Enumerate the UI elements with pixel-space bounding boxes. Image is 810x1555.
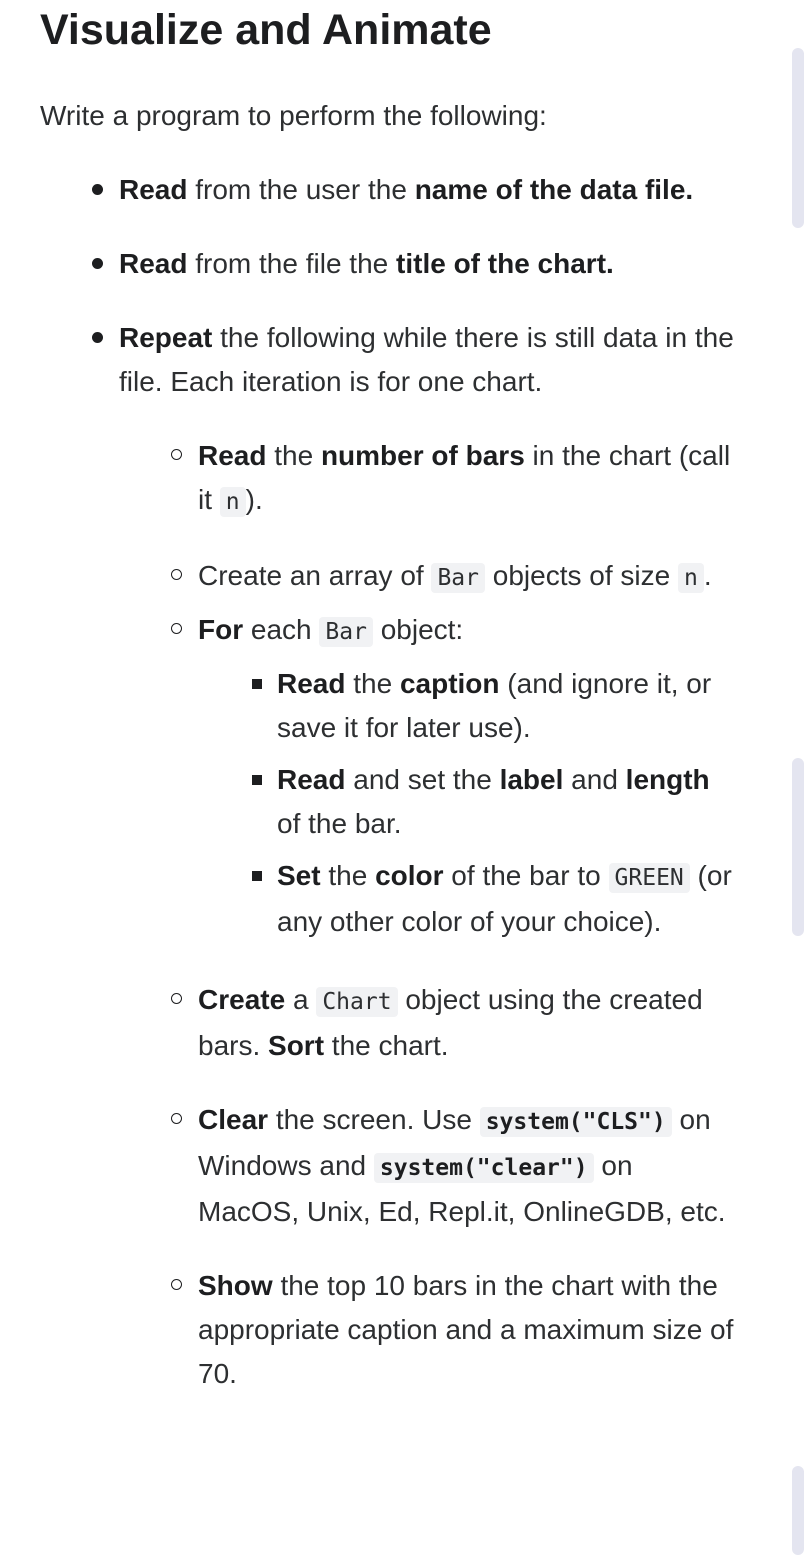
intro-text: Write a program to perform the following: [40,100,547,131]
text: of the bar. [277,808,402,839]
bold-text: label [499,764,564,795]
text: (and ignore it, or save it for later use). [277,668,712,743]
text: on Windows and [198,1104,711,1181]
text: objects of size [485,560,678,591]
scrollbar-thumb[interactable] [792,1466,804,1555]
text: the chart. [324,1030,449,1061]
bold-text: color [375,860,444,891]
inline-code: system("clear") [374,1153,594,1183]
list-item-read-title [40,242,740,286]
text: of the bar to [443,860,609,891]
inline-code: n [678,563,704,593]
bar-steps-list [198,662,740,944]
list-item-repeat [40,316,740,1396]
text: the following while there is still data in the file. Each iteration is for one chart. [119,322,734,397]
text: the [320,860,376,891]
list-item-read-caption [198,662,740,750]
bold-text: Read [277,764,346,795]
text: the top 10 bars in the chart with the appropriate caption and a maximum size of 70. [198,1270,734,1389]
text: object: [372,614,464,645]
text: a [285,984,317,1015]
bold-text: For [198,614,244,645]
bold-text: title of the chart. [396,248,614,279]
text: ). [245,484,263,515]
text: from the user the [187,174,415,205]
bold-text: Repeat [119,322,213,353]
bold-text: Clear [198,1104,269,1135]
bold-text: Read [119,248,188,279]
text: object using the created bars. [198,984,703,1061]
main-steps-list [40,168,740,1396]
scrollbar-thumb[interactable] [792,758,804,936]
bold-text: length [625,764,710,795]
bold-text: Create [198,984,286,1015]
inline-code: Bar [319,617,373,647]
page-title: Visualize and Animate [40,6,492,54]
inline-code: Chart [316,987,397,1017]
bold-text: Set [277,860,321,891]
bold-text: Read [119,174,188,205]
text: in the chart (call it [198,440,731,515]
chart-steps-list [119,434,740,1396]
list-item-for-each [119,608,740,944]
text: and [563,764,626,795]
list-item-create-array [119,554,740,600]
scrollbar-thumb[interactable] [792,48,804,228]
bold-text: Show [198,1270,273,1301]
text: each [243,614,320,645]
list-item-read-label [198,758,740,846]
text: (or any other color of your choice). [277,860,732,937]
list-item-create-chart [119,978,740,1068]
text: on MacOS, Unix, Ed, Repl.it, OnlineGDB, etc. [198,1150,726,1227]
text: the [266,440,321,471]
list-item-read-n [119,434,740,524]
list-item-set-color [198,854,740,944]
text: and set the [345,764,500,795]
inline-code: Bar [431,563,485,593]
inline-code: n [220,487,246,517]
text: the [345,668,400,699]
list-item-read-filename [40,168,740,212]
text: the screen. Use [268,1104,480,1135]
text: from the file the [187,248,397,279]
list-item-show-bars [119,1264,740,1396]
text: . [703,560,712,591]
bold-text: caption [399,668,500,699]
text: Create an array of [198,560,432,591]
bold-text: Sort [268,1030,325,1061]
document-body [40,0,740,1426]
list-item-clear-screen [119,1098,740,1234]
bold-text: Read [277,668,346,699]
bold-text: name of the data file. [414,174,694,205]
bold-text: number of bars [320,440,525,471]
inline-code: GREEN [609,863,690,893]
bold-text: Read [198,440,267,471]
inline-code: system("CLS") [480,1107,672,1137]
